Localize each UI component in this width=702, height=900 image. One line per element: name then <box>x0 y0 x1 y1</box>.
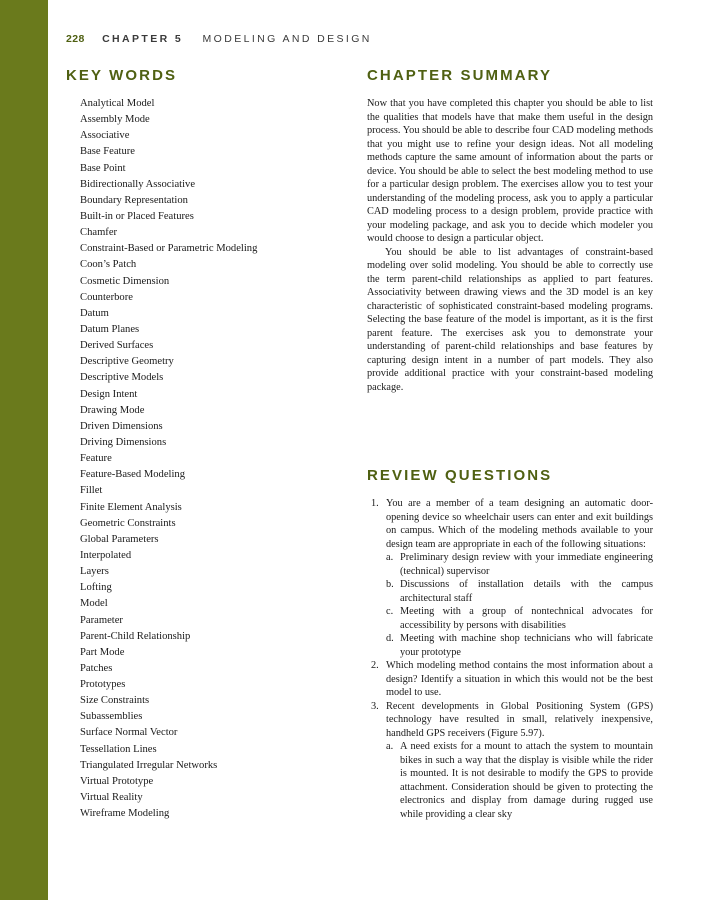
key-word-item: Interpolated <box>80 549 132 561</box>
key-word-item: Coon’s Patch <box>80 259 137 271</box>
running-header <box>66 33 372 47</box>
summary-paragraph: You should be able to list advantages of constraint-based modeling over solid modeling. You should be able to correctly use the term parent-child relationships as applied to part features. Associativity between drawing views and the 3D model is an key characteristic of sophisticated constraint-based modeling programs. Selecting the base feature of the model is important, as it is the first parent feature. The exercises ask you to demonstrate your understanding of parent-child relationships and base features by capturing design intent in a number of part models. They also provide additional practice with your constraint-based modeling package. <box>367 246 653 393</box>
key-word-item: Surface Normal Vector <box>80 727 178 739</box>
key-word-item: Model <box>80 598 108 610</box>
key-word-item: Tessellation Lines <box>80 743 157 755</box>
key-word-item: Base Point <box>80 162 126 174</box>
question-number: 3. <box>371 700 379 712</box>
summary-paragraph: Now that you have completed this chapter you should be able to list the qualities that models have that make them useful in the design process. You should be able to describe four CAD modeling methods that you might use to refine your design ideas. Not all modeling methods capture the same amount of information about the parts or device. You should be able to select the best modeling method to use for a particular design problem. The exercises allow you to test your understanding of the modeling process, ask you to apply a particular CAD modeling process to a design problem, provide practice with your modeling package, and ask you to decide which modeler you would choose to design a particular object. <box>367 98 653 244</box>
key-word-item: Triangulated Irregular Networks <box>80 759 218 771</box>
key-word-item: Chamfer <box>80 227 118 239</box>
key-word-item: Size Constraints <box>80 695 150 707</box>
key-word-item: Assembly Mode <box>80 114 150 126</box>
sub-question <box>386 578 653 605</box>
key-word-item: Feature-Based Modeling <box>80 469 186 481</box>
key-word-item: Boundary Representation <box>80 194 188 206</box>
question-item <box>367 659 653 700</box>
key-word-item: Parameter <box>80 614 123 626</box>
key-word-item: Feature <box>80 453 112 465</box>
sub-question <box>386 551 653 578</box>
question-text: Recent developments in Global Positioning System (GPS) technology have resulted in small, relatively inexpensive, handheld GPS receivers (Figure 5.97). <box>386 700 653 739</box>
key-words-heading: KEY WORDS <box>66 67 178 84</box>
key-word-item: Datum <box>80 307 109 319</box>
key-word-item: Global Parameters <box>80 533 159 545</box>
key-word-item: Base Feature <box>80 146 136 158</box>
sub-question-letter: a. <box>386 741 394 752</box>
key-word-item: Descriptive Models <box>80 372 164 384</box>
key-word-item: Geometric Constraints <box>80 517 176 529</box>
chapter-label: CHAPTER 5 <box>102 33 184 45</box>
key-word-item: Fillet <box>80 485 103 497</box>
sub-question-letter: b. <box>386 579 394 590</box>
key-word-item: Associative <box>80 130 130 142</box>
question-number: 2. <box>371 660 379 671</box>
sub-question-list <box>386 551 653 659</box>
question-item <box>367 497 653 659</box>
key-word-item: Layers <box>80 566 109 578</box>
key-word-item: Descriptive Geometry <box>80 356 174 368</box>
key-word-item: Prototypes <box>80 679 126 691</box>
key-word-item: Finite Element Analysis <box>80 501 182 513</box>
key-word-item: Lofting <box>80 582 112 594</box>
key-word-item: Driven Dimensions <box>80 420 163 432</box>
sub-question-text: Preliminary design review with your immediate engineering (technical) supervisor <box>400 552 653 577</box>
sub-question <box>386 605 653 632</box>
key-word-item: Drawing Mode <box>80 404 145 416</box>
key-word-item: Built-in or Placed Features <box>80 210 194 222</box>
chapter-summary-heading: CHAPTER SUMMARY <box>367 67 553 84</box>
key-word-item: Design Intent <box>80 388 138 400</box>
sub-question-letter: c. <box>386 606 394 617</box>
key-word-item: Bidirectionally Associative <box>80 178 196 190</box>
chapter-summary-body <box>367 97 653 394</box>
chapter-title: MODELING AND DESIGN <box>202 33 372 45</box>
key-word-item: Cosmetic Dimension <box>80 275 170 287</box>
margin-color-bar <box>0 0 48 900</box>
sub-question-text: A need exists for a mount to attach the system to mountain bikes in such a way that the display is visible while the rider is mounted. It is not desirable to modify the GPS to provide attachment. Consideration should be given to protecting the electronics and display from damage during rugged use while providing a clear sky <box>400 741 653 820</box>
sub-question <box>386 740 653 821</box>
page-number: 228 <box>66 33 85 45</box>
question-number: 1. <box>371 498 379 509</box>
key-word-item: Subassemblies <box>80 711 143 723</box>
key-words-list <box>80 97 350 823</box>
key-word-item: Parent-Child Relationship <box>80 630 191 642</box>
key-word-item: Part Mode <box>80 646 125 658</box>
sub-question-text: Discussions of installation details with the campus architectural staff <box>400 579 653 604</box>
sub-question-text: Meeting with machine shop technicians who will fabricate your prototype <box>400 633 653 658</box>
review-questions-list <box>367 497 653 821</box>
key-word-item: Wireframe Modeling <box>80 808 170 820</box>
key-word-item: Analytical Model <box>80 98 155 109</box>
sub-question-text: Meeting with a group of nontechnical advocates for accessibility by persons with disabilities <box>400 606 653 631</box>
question-item <box>367 700 653 822</box>
key-word-item: Derived Surfaces <box>80 340 154 352</box>
key-word-item: Virtual Prototype <box>80 775 154 787</box>
sub-question-letter: d. <box>386 633 394 644</box>
key-word-item: Virtual Reality <box>80 792 143 804</box>
sub-question <box>386 632 653 659</box>
question-text: Which modeling method contains the most information about a design? Identify a situation in which this would not be the best model to use. <box>386 660 653 698</box>
key-word-item: Datum Planes <box>80 323 140 335</box>
sub-question-letter: a. <box>386 552 394 563</box>
review-questions-heading: REVIEW QUESTIONS <box>367 467 553 484</box>
key-word-item: Patches <box>80 662 113 674</box>
key-word-item: Counterbore <box>80 291 133 303</box>
sub-question-list <box>386 740 653 821</box>
key-word-item: Driving Dimensions <box>80 436 167 448</box>
key-word-item: Constraint-Based or Parametric Modeling <box>80 243 258 255</box>
question-text: You are a member of a team designing an automatic door-opening device so wheelchair users can enter and exit buildings on campus. Which of the modeling methods available to your design team are appropriate in each of the following situations: <box>386 498 653 550</box>
